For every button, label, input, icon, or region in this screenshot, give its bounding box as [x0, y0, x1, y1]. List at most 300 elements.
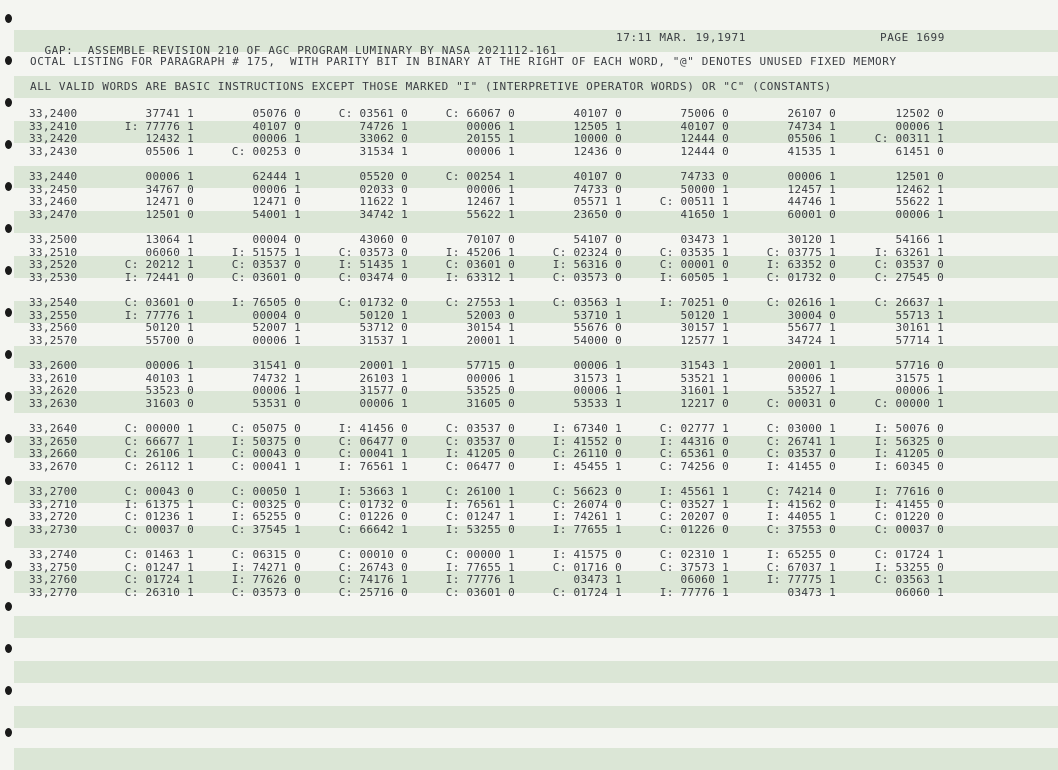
octal-word: I: 70251 0 — [659, 296, 729, 309]
octal-word: 05571 1 — [573, 195, 622, 209]
octal-word: 74733 0 — [680, 170, 729, 183]
listing-row — [0, 258, 1058, 271]
octal-word: 50120 1 — [680, 308, 729, 322]
octal-word: I: 76561 1 — [445, 497, 515, 511]
row-address: 33,2430 — [29, 144, 78, 158]
octal-word: C: 67037 1 — [766, 560, 836, 574]
octal-word: 44746 1 — [787, 195, 836, 209]
octal-word: 55622 1 — [895, 195, 944, 209]
octal-word: C: 03573 0 — [231, 585, 301, 599]
octal-word: I: 72441 0 — [124, 270, 194, 284]
octal-word: I: 41205 0 — [874, 447, 944, 461]
octal-word: I: 45206 1 — [445, 245, 515, 259]
row-address: 33,2610 — [29, 371, 78, 385]
octal-word: C: 03573 0 — [338, 245, 408, 259]
octal-word: C: 56623 0 — [552, 485, 622, 498]
octal-word: 62444 1 — [252, 170, 301, 183]
listing-row — [0, 246, 1058, 259]
octal-word: 02033 0 — [359, 182, 408, 196]
octal-word: 30154 1 — [466, 321, 515, 335]
octal-word: C: 00041 1 — [231, 459, 301, 473]
row-address: 33,2620 — [29, 384, 78, 398]
octal-word: C: 00000 1 — [445, 548, 515, 561]
row-address: 33,2640 — [29, 422, 78, 435]
octal-word: 26103 1 — [359, 371, 408, 385]
feed-hole — [5, 602, 12, 611]
octal-word: I: 41455 0 — [766, 459, 836, 473]
assembly-timestamp: 17:11 MAR. 19,1971 — [616, 31, 747, 44]
octal-word: C: 03535 1 — [659, 245, 729, 259]
octal-word: 55713 1 — [895, 308, 944, 322]
feed-hole — [5, 644, 12, 653]
octal-word: 53521 1 — [680, 371, 729, 385]
octal-word: I: 77776 1 — [124, 119, 194, 133]
octal-word: 37741 1 — [145, 107, 194, 120]
octal-word: C: 26310 1 — [124, 585, 194, 599]
octal-word: C: 66067 0 — [445, 107, 515, 120]
octal-word: 00006 1 — [252, 333, 301, 347]
octal-word: C: 01732 0 — [766, 270, 836, 284]
listing-row — [0, 233, 1058, 246]
octal-word: I: 44055 1 — [766, 510, 836, 524]
octal-word: 20155 1 — [466, 132, 515, 146]
octal-word: C: 01732 0 — [338, 296, 408, 309]
octal-word: C: 03563 1 — [874, 573, 944, 587]
octal-word: I: 74261 1 — [552, 510, 622, 524]
octal-word: C: 37573 1 — [659, 560, 729, 574]
octal-word: 50120 1 — [145, 321, 194, 335]
octal-word: C: 03537 0 — [766, 447, 836, 461]
octal-word: I: 53255 0 — [445, 522, 515, 536]
octal-word: C: 06477 0 — [338, 434, 408, 448]
row-address: 33,2510 — [29, 245, 78, 259]
octal-word: 57715 0 — [466, 359, 515, 372]
octal-word: 12577 1 — [680, 333, 729, 347]
octal-word: 50120 1 — [359, 308, 408, 322]
octal-word: 12467 1 — [466, 195, 515, 209]
listing-row — [0, 397, 1058, 410]
octal-word: C: 01220 0 — [874, 510, 944, 524]
listing-row — [0, 372, 1058, 385]
octal-word: C: 02324 0 — [552, 245, 622, 259]
octal-word: 12505 1 — [573, 119, 622, 133]
listing-row — [0, 510, 1058, 523]
octal-word: 00006 1 — [787, 371, 836, 385]
octal-word: 05506 1 — [787, 132, 836, 146]
octal-word: C: 26106 1 — [124, 447, 194, 461]
octal-word: C: 03000 1 — [766, 422, 836, 435]
octal-word: I: 77776 1 — [659, 585, 729, 599]
octal-word: 40103 1 — [145, 371, 194, 385]
octal-word: I: 41562 0 — [766, 497, 836, 511]
feed-hole — [5, 728, 12, 737]
octal-word: 00006 1 — [252, 384, 301, 398]
octal-word: C: 00037 0 — [874, 522, 944, 536]
octal-word: I: 41455 0 — [874, 497, 944, 511]
octal-word: C: 37545 1 — [231, 522, 301, 536]
octal-word: 23650 0 — [573, 207, 622, 221]
feed-hole — [5, 98, 12, 107]
octal-word: 00006 1 — [252, 182, 301, 196]
octal-word: 61451 0 — [895, 144, 944, 158]
listing-row — [0, 132, 1058, 145]
octal-word: 31537 1 — [359, 333, 408, 347]
octal-word: 00004 0 — [252, 308, 301, 322]
octal-word: C: 27553 1 — [445, 296, 515, 309]
octal-word: 33062 0 — [359, 132, 408, 146]
octal-word: 54107 0 — [573, 233, 622, 246]
octal-word: 55677 1 — [787, 321, 836, 335]
octal-word: I: 56325 0 — [874, 434, 944, 448]
octal-word: C: 26743 0 — [338, 560, 408, 574]
green-band — [14, 748, 1058, 770]
listing-row — [0, 271, 1058, 284]
octal-word: C: 03573 0 — [552, 270, 622, 284]
octal-word: 31534 1 — [359, 144, 408, 158]
octal-word: C: 00031 0 — [766, 396, 836, 410]
row-address: 33,2440 — [29, 170, 78, 183]
octal-word: 31575 1 — [895, 371, 944, 385]
octal-word: 43060 0 — [359, 233, 408, 246]
listing-row — [0, 107, 1058, 120]
octal-word: 34724 1 — [787, 333, 836, 347]
octal-word: I: 45455 1 — [552, 459, 622, 473]
octal-word: C: 00000 1 — [124, 422, 194, 435]
octal-word: I: 53255 0 — [874, 560, 944, 574]
octal-word: 03473 1 — [680, 233, 729, 246]
listing-row — [0, 183, 1058, 196]
octal-word: C: 00511 1 — [659, 195, 729, 209]
octal-word: I: 77655 1 — [552, 522, 622, 536]
octal-word: C: 37553 0 — [766, 522, 836, 536]
feed-hole — [5, 350, 12, 359]
row-address: 33,2530 — [29, 270, 78, 284]
octal-word: 31541 0 — [252, 359, 301, 372]
octal-word: C: 25716 0 — [338, 585, 408, 599]
octal-word: 12457 1 — [787, 182, 836, 196]
octal-word: 57714 1 — [895, 333, 944, 347]
row-address: 33,2750 — [29, 560, 78, 574]
page-number: PAGE 1699 — [879, 31, 945, 44]
octal-word: 06060 1 — [145, 245, 194, 259]
octal-word: 40107 0 — [573, 170, 622, 183]
listing-row — [0, 485, 1058, 498]
octal-word: C: 20207 0 — [659, 510, 729, 524]
octal-word: I: 50076 0 — [874, 422, 944, 435]
octal-word: 20001 1 — [787, 359, 836, 372]
octal-word: I: 77775 1 — [766, 573, 836, 587]
row-address: 33,2460 — [29, 195, 78, 209]
octal-word: 54001 1 — [252, 207, 301, 221]
octal-word: 00004 0 — [252, 233, 301, 246]
row-address: 33,2570 — [29, 333, 78, 347]
octal-word: 55676 0 — [573, 321, 622, 335]
row-address: 33,2630 — [29, 396, 78, 410]
octal-word: 34767 0 — [145, 182, 194, 196]
octal-word: C: 00254 1 — [445, 170, 515, 183]
octal-word: 12501 0 — [145, 207, 194, 221]
octal-word: 53525 0 — [466, 384, 515, 398]
row-address: 33,2720 — [29, 510, 78, 524]
octal-word: 03473 1 — [573, 573, 622, 587]
octal-word: 12444 0 — [680, 144, 729, 158]
octal-word: 12462 1 — [895, 182, 944, 196]
listing-row — [0, 296, 1058, 309]
octal-word: I: 63352 0 — [766, 258, 836, 272]
octal-word: 50000 1 — [680, 182, 729, 196]
row-address: 33,2660 — [29, 447, 78, 461]
octal-word: 00006 1 — [573, 359, 622, 372]
octal-word: 11622 1 — [359, 195, 408, 209]
octal-word: 10000 0 — [573, 132, 622, 146]
octal-word: 31605 0 — [466, 396, 515, 410]
octal-word: C: 00001 0 — [659, 258, 729, 272]
octal-word: 60001 0 — [787, 207, 836, 221]
octal-word: I: 60345 0 — [874, 459, 944, 473]
listing-row — [0, 460, 1058, 473]
octal-word: C: 00043 0 — [231, 447, 301, 461]
octal-word: 30161 1 — [895, 321, 944, 335]
octal-word: 34742 1 — [359, 207, 408, 221]
octal-word: 52003 0 — [466, 308, 515, 322]
octal-word: I: 45561 1 — [659, 485, 729, 498]
octal-word: C: 26112 1 — [124, 459, 194, 473]
octal-word: I: 50375 0 — [231, 434, 301, 448]
octal-word: 00006 1 — [359, 396, 408, 410]
octal-word: 12471 0 — [145, 195, 194, 209]
octal-word: I: 63312 1 — [445, 270, 515, 284]
octal-word: C: 01724 1 — [124, 573, 194, 587]
octal-word: 53710 1 — [573, 308, 622, 322]
octal-word: C: 06315 0 — [231, 548, 301, 561]
octal-word: C: 03775 1 — [766, 245, 836, 259]
feed-hole — [5, 14, 12, 23]
octal-word: C: 03563 1 — [552, 296, 622, 309]
row-address: 33,2670 — [29, 459, 78, 473]
octal-word: C: 01724 1 — [874, 548, 944, 561]
octal-word: C: 01226 0 — [338, 510, 408, 524]
row-address: 33,2700 — [29, 485, 78, 498]
octal-word: I: 77776 1 — [445, 573, 515, 587]
octal-word: I: 77616 0 — [874, 485, 944, 498]
octal-word: C: 03537 0 — [445, 422, 515, 435]
octal-word: 00006 1 — [895, 384, 944, 398]
listing-row — [0, 561, 1058, 574]
octal-word: 00006 1 — [466, 371, 515, 385]
listing-row — [0, 120, 1058, 133]
octal-word: C: 74176 1 — [338, 573, 408, 587]
row-address: 33,2420 — [29, 132, 78, 146]
listing-row — [0, 170, 1058, 183]
octal-word: C: 03537 0 — [445, 434, 515, 448]
listing-row — [0, 573, 1058, 586]
listing-row — [0, 321, 1058, 334]
row-address: 33,2730 — [29, 522, 78, 536]
octal-word: I: 61375 1 — [124, 497, 194, 511]
listing-row — [0, 498, 1058, 511]
octal-word: C: 26074 0 — [552, 497, 622, 511]
octal-word: 03473 1 — [787, 585, 836, 599]
octal-word: C: 00010 0 — [338, 548, 408, 561]
row-address: 33,2740 — [29, 548, 78, 561]
octal-word: 12432 1 — [145, 132, 194, 146]
octal-word: C: 01247 1 — [124, 560, 194, 574]
listing-row — [0, 548, 1058, 561]
octal-word: I: 41552 0 — [552, 434, 622, 448]
octal-word: 31543 1 — [680, 359, 729, 372]
octal-word: 00006 1 — [573, 384, 622, 398]
listing-row — [0, 359, 1058, 372]
green-band — [14, 706, 1058, 728]
octal-word: 74734 1 — [787, 119, 836, 133]
octal-word: C: 27545 0 — [874, 270, 944, 284]
octal-word: C: 66677 1 — [124, 434, 194, 448]
octal-word: 74732 1 — [252, 371, 301, 385]
octal-word: 00006 1 — [787, 170, 836, 183]
feed-hole — [5, 56, 12, 65]
octal-word: 06060 1 — [895, 585, 944, 599]
row-address: 33,2770 — [29, 585, 78, 599]
header-line-3: ALL VALID WORDS ARE BASIC INSTRUCTIONS EXCEPT THOSE MARKED "I" (INTERPRETIVE OPERATOR WORDS) OR "C" (CONSTANTS) — [30, 80, 832, 93]
assembly-title: GAP: ASSEMBLE REVISION 210 OF AGC PROGRAM LUMINARY BY NASA 2021112-161 — [44, 44, 558, 57]
octal-word: 30120 1 — [787, 233, 836, 246]
octal-word: C: 05075 0 — [231, 422, 301, 435]
octal-word: I: 41205 0 — [445, 447, 515, 461]
octal-word: 12501 0 — [895, 170, 944, 183]
octal-word: C: 01463 1 — [124, 548, 194, 561]
octal-word: 30157 1 — [680, 321, 729, 335]
octal-word: C: 00037 0 — [124, 522, 194, 536]
octal-word: C: 74256 0 — [659, 459, 729, 473]
octal-word: 06060 1 — [680, 573, 729, 587]
octal-word: 12471 0 — [252, 195, 301, 209]
octal-word: 12217 0 — [680, 396, 729, 410]
octal-word: C: 66642 1 — [338, 522, 408, 536]
octal-word: 70107 0 — [466, 233, 515, 246]
row-address: 33,2550 — [29, 308, 78, 322]
octal-word: 00006 1 — [466, 119, 515, 133]
feed-hole — [5, 224, 12, 233]
octal-word: 53527 1 — [787, 384, 836, 398]
octal-word: 31603 0 — [145, 396, 194, 410]
listing-row — [0, 195, 1058, 208]
octal-word: I: 77655 1 — [445, 560, 515, 574]
octal-word: I: 77776 1 — [124, 308, 194, 322]
octal-word: 40107 0 — [573, 107, 622, 120]
octal-word: C: 02310 1 — [659, 548, 729, 561]
octal-word: 00006 1 — [466, 144, 515, 158]
octal-word: C: 01226 0 — [659, 522, 729, 536]
octal-word: I: 51575 1 — [231, 245, 301, 259]
green-band — [14, 661, 1058, 683]
octal-word: C: 03527 1 — [659, 497, 729, 511]
octal-word: C: 00050 1 — [231, 485, 301, 498]
octal-word: C: 02616 1 — [766, 296, 836, 309]
row-address: 33,2560 — [29, 321, 78, 335]
listing-row — [0, 447, 1058, 460]
feed-hole — [5, 476, 12, 485]
row-address: 33,2650 — [29, 434, 78, 448]
listing-row — [0, 208, 1058, 221]
octal-word: C: 26100 1 — [445, 485, 515, 498]
octal-word: C: 03537 0 — [874, 258, 944, 272]
octal-word: 31573 1 — [573, 371, 622, 385]
octal-word: I: 67340 1 — [552, 422, 622, 435]
octal-word: I: 76561 1 — [338, 459, 408, 473]
octal-word: 40107 0 — [680, 119, 729, 133]
octal-word: I: 56316 0 — [552, 258, 622, 272]
row-address: 33,2470 — [29, 207, 78, 221]
row-address: 33,2410 — [29, 119, 78, 133]
row-address: 33,2760 — [29, 573, 78, 587]
octal-word: C: 03601 0 — [445, 258, 515, 272]
octal-word: 52007 1 — [252, 321, 301, 335]
octal-word: 54000 0 — [573, 333, 622, 347]
green-band — [14, 616, 1058, 638]
octal-word: C: 01732 0 — [338, 497, 408, 511]
listing-row — [0, 435, 1058, 448]
octal-word: C: 03601 0 — [445, 585, 515, 599]
octal-word: 00006 1 — [145, 170, 194, 183]
listing-row — [0, 334, 1058, 347]
row-address: 33,2600 — [29, 359, 78, 372]
octal-word: 53533 1 — [573, 396, 622, 410]
octal-word: 55622 1 — [466, 207, 515, 221]
octal-word: C: 74214 0 — [766, 485, 836, 498]
feed-hole — [5, 686, 12, 695]
octal-word: C: 01236 1 — [124, 510, 194, 524]
octal-word: C: 00000 1 — [874, 396, 944, 410]
octal-word: C: 03601 0 — [231, 270, 301, 284]
octal-word: C: 03561 0 — [338, 107, 408, 120]
octal-word: I: 65255 0 — [766, 548, 836, 561]
octal-word: C: 20212 1 — [124, 258, 194, 272]
octal-word: I: 53663 1 — [338, 485, 408, 498]
octal-word: 20001 1 — [466, 333, 515, 347]
octal-word: 00006 1 — [466, 182, 515, 196]
octal-word: 20001 1 — [359, 359, 408, 372]
octal-word: 53531 0 — [252, 396, 301, 410]
row-address: 33,2540 — [29, 296, 78, 309]
octal-word: 55700 0 — [145, 333, 194, 347]
listing-row — [0, 586, 1058, 599]
octal-word: 26107 0 — [787, 107, 836, 120]
row-address: 33,2450 — [29, 182, 78, 196]
octal-word: 53712 0 — [359, 321, 408, 335]
octal-word: I: 41456 0 — [338, 422, 408, 435]
octal-word: 41535 1 — [787, 144, 836, 158]
octal-word: C: 01724 1 — [552, 585, 622, 599]
octal-word: 53523 0 — [145, 384, 194, 398]
octal-word: 30004 0 — [787, 308, 836, 322]
octal-word: I: 77626 0 — [231, 573, 301, 587]
octal-word: C: 03474 0 — [338, 270, 408, 284]
octal-word: 05076 0 — [252, 107, 301, 120]
octal-word: 13064 1 — [145, 233, 194, 246]
octal-word: C: 06477 0 — [445, 459, 515, 473]
octal-word: I: 76505 0 — [231, 296, 301, 309]
octal-word: 12502 0 — [895, 107, 944, 120]
octal-word: C: 02777 1 — [659, 422, 729, 435]
octal-word: C: 00253 0 — [231, 144, 301, 158]
octal-word: I: 63261 1 — [874, 245, 944, 259]
listing-row — [0, 422, 1058, 435]
listing-row — [0, 384, 1058, 397]
octal-word: I: 65255 0 — [231, 510, 301, 524]
octal-word: 57716 0 — [895, 359, 944, 372]
listing-row — [0, 145, 1058, 158]
octal-word: C: 01716 0 — [552, 560, 622, 574]
